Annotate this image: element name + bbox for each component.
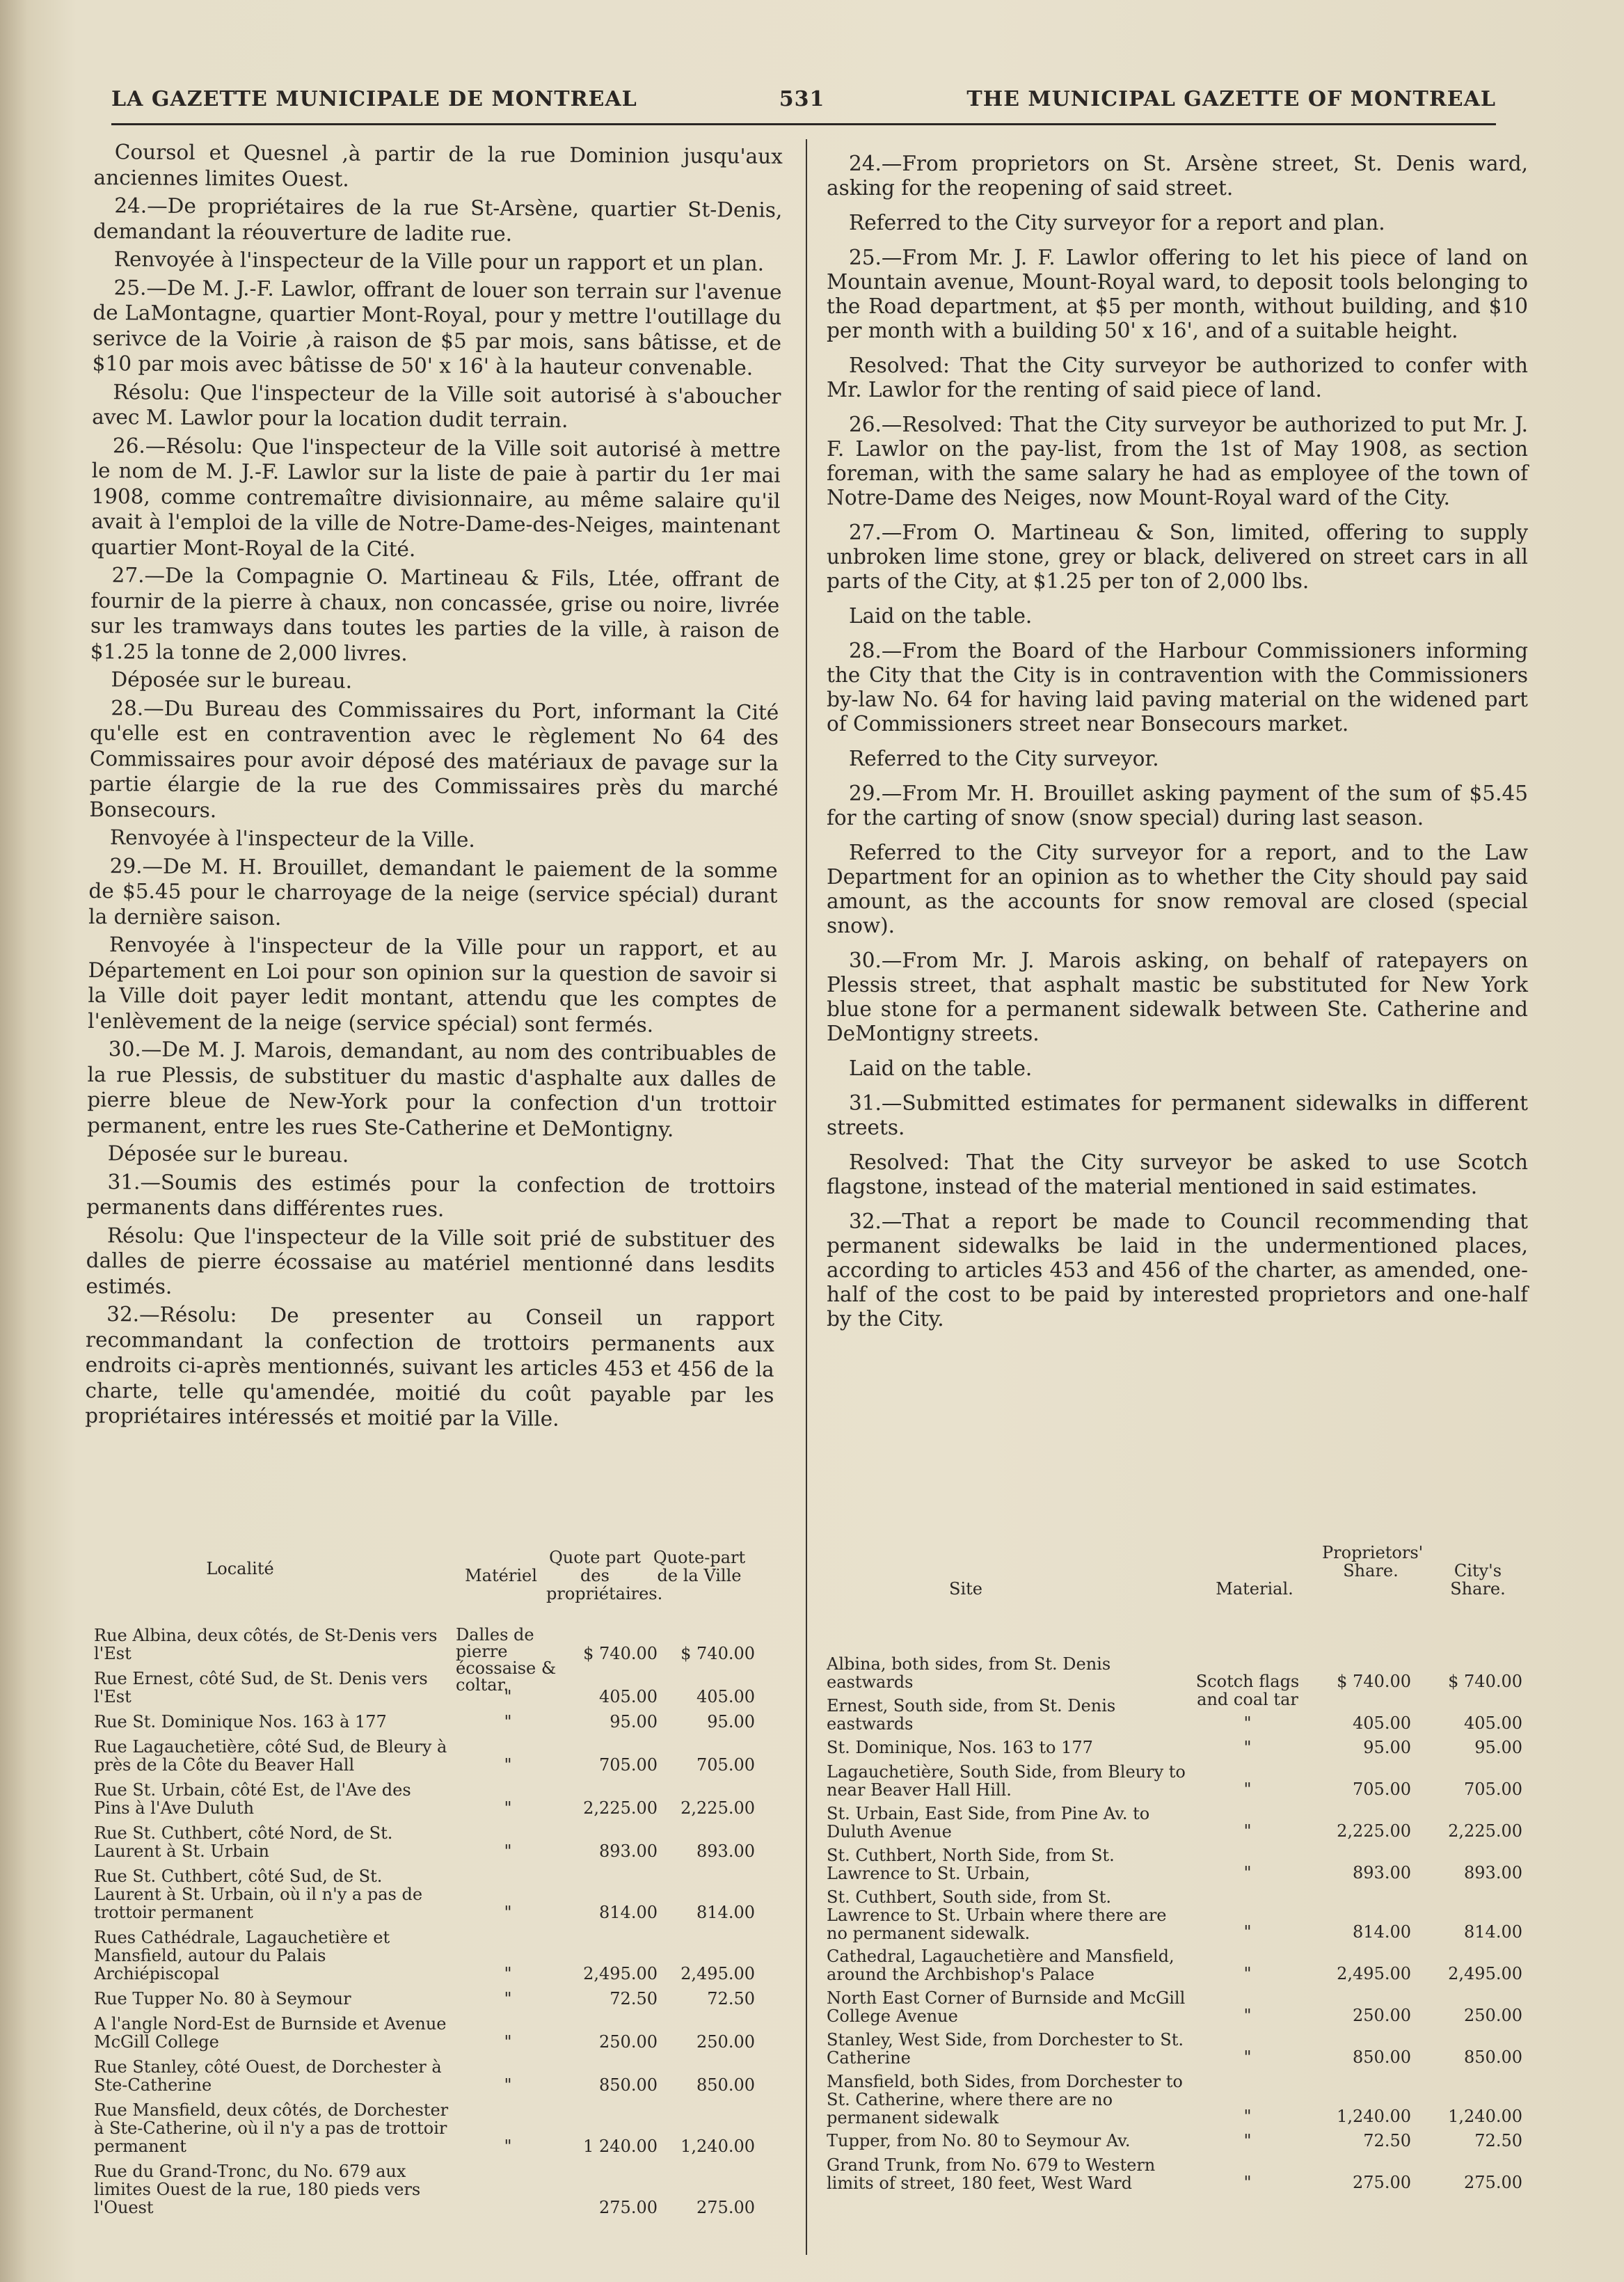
row-site: Tupper, from No. 80 to Seymour Av. (827, 2131, 1131, 2150)
row-city-share: 2,495.00 (1448, 1964, 1522, 1983)
french-paragraph: 24.—De propriétaires de la rue St-Arsène, quartier St-Denis, demandant la réouverture de ladite rue. (93, 193, 783, 246)
row-proprietors-share: 1,240.00 (1337, 2107, 1411, 2126)
row-city-share: 850.00 (1464, 2047, 1522, 2067)
row-material: " (504, 1687, 512, 1706)
row-site: Rue St. Cuthbert, côté Sud, de St. Laurent à St. Urbain, où il n'y a pas de trottoir permanent (94, 1867, 423, 1922)
english-paragraph: Referred to the City surveyor for a report, and to the Law Department for an opinion as to whether the City should pay said amount, as the accounts for snow removal are closed (special snow). (827, 841, 1528, 937)
row-city-share: 705.00 (696, 1755, 755, 1775)
row-city-share: 275.00 (1464, 2173, 1522, 2192)
header-rule (111, 123, 1496, 125)
row-site: Mansfield, both Sides, from Dorchester to St. Catherine, where there are no permanent sidewalk (827, 2072, 1183, 2128)
header-quote-ville: Quote-part de la Ville (653, 1548, 746, 1585)
row-proprietors-share: 72.50 (610, 1989, 658, 2008)
header-proprietors-share: Proprietors' Share. (1322, 1543, 1424, 1580)
row-site: Rue St. Cuthbert, côté Nord, de St. Laurent à St. Urbain (94, 1823, 393, 1861)
english-paragraph: 30.—From Mr. J. Marois asking, on behalf of ratepayers on Plessis street, that asphalt mastic be substituted for New York blue stone for a permanent sidewalk between Ste. Catherine and DeMontigny streets. (827, 949, 1528, 1045)
header-material: Material. (1216, 1579, 1293, 1599)
french-paragraph: 25.—De M. J.-F. Lawlor, offrant de louer son terrain sur l'avenue de LaMontagne, quartier Mont-Royal, pour y mettre l'outillage du serivce de la Voirie ,à raison de $5 par mois, sans bâtisse, et de $10 par mois avec bâtisse de 50' x 16' à la hauteur convenable. (92, 275, 782, 380)
row-site: Rue du Grand-Tronc, du No. 679 aux limites Ouest de la rue, 180 pieds vers l'Ouest (94, 2162, 421, 2217)
table-header (94, 1548, 790, 1611)
row-site: A l'angle Nord-Est de Burnside et Avenue McGill College (94, 2014, 447, 2052)
table-row (827, 2156, 1529, 2198)
row-proprietors-share: 250.00 (1353, 2006, 1411, 2025)
row-material: " (1243, 2107, 1252, 2126)
row-proprietors-share: $ 740.00 (1337, 1672, 1411, 1691)
row-proprietors-share: 705.00 (1353, 1780, 1411, 1799)
english-column (827, 152, 1528, 1342)
row-proprietors-share: 2,495.00 (1337, 1964, 1411, 1983)
row-material: " (504, 1964, 512, 1983)
table-row (827, 1738, 1529, 1763)
row-material: " (504, 1798, 512, 1818)
page-number: 531 (779, 86, 825, 111)
row-city-share: $ 740.00 (1448, 1672, 1522, 1691)
row-city-share: 405.00 (696, 1687, 755, 1706)
row-proprietors-share: 405.00 (1353, 1713, 1411, 1733)
table-row (94, 1928, 790, 1990)
row-city-share: 275.00 (696, 2198, 755, 2217)
row-proprietors-share: 893.00 (1353, 1863, 1411, 1883)
table-row (827, 1654, 1529, 1709)
row-site: Rue St. Urbain, côté Est, de l'Ave des Pins à l'Ave Duluth (94, 1780, 411, 1818)
row-proprietors-share: 72.50 (1363, 2131, 1411, 2150)
row-material: " (1243, 1780, 1252, 1799)
row-city-share: 95.00 (707, 1712, 755, 1732)
row-proprietors-share: 250.00 (599, 2032, 658, 2052)
header-city-share: City's Share. (1450, 1561, 1506, 1599)
row-site: Rues Cathédrale, Lagauchetière et Mansfield, autour du Palais Archiépiscopal (94, 1928, 390, 1983)
english-paragraph: 25.—From Mr. J. F. Lawlor offering to let his piece of land on Mountain avenue, Mount-Royal ward, to deposit tools belonging to the Road department, at $5 per month, without building, and $10 per month with a building 50' x 16', and of a suitable height. (827, 246, 1528, 342)
english-paragraph: 29.—From Mr. H. Brouillet asking payment of the sum of $5.45 for the carting of snow (snow special) during last season. (827, 782, 1528, 830)
table-row (827, 1805, 1529, 1846)
row-site: North East Corner of Burnside and McGill College Avenue (827, 1988, 1186, 2026)
english-paragraph: Referred to the City surveyor for a report and plan. (849, 211, 1385, 235)
french-paragraph: 27.—De la Compagnie O. Martineau & Fils, Ltée, offrant de fournir de la pierre à chaux, non concassée, grise ou noire, livrée sur les tramways dans toutes les parties de la ville, à raison de $1.25 la tonne de 2,000 livres. (90, 563, 780, 665)
row-proprietors-share: 705.00 (599, 1755, 658, 1775)
row-material: " (1243, 2006, 1252, 2025)
table-row (94, 1713, 790, 1738)
row-city-share: 2,225.00 (680, 1798, 755, 1818)
row-proprietors-share: 2,225.00 (1337, 1821, 1411, 1841)
english-paragraph: 31.—Submitted estimates for permanent sidewalks in different streets. (827, 1091, 1528, 1139)
row-site: Cathedral, Lagauchetière and Mansfield, around the Archbishop's Palace (827, 1947, 1175, 1984)
french-paragraph: Renvoyée à l'inspecteur de la Ville. (109, 825, 475, 852)
header-quote-proprietaires: Quote part des propriétaires. (546, 1548, 663, 1603)
row-site: Rue Tupper No. 80 à Seymour (94, 1989, 351, 2008)
table-row (827, 1947, 1529, 1989)
header-site: Site (949, 1579, 982, 1599)
row-proprietors-share: 95.00 (1363, 1738, 1411, 1757)
row-material: " (1243, 2173, 1252, 2192)
row-site: Rue Albina, deux côtés, de St-Denis vers l'Est (94, 1626, 438, 1663)
row-city-share: 893.00 (1464, 1863, 1522, 1883)
table-row (94, 2162, 790, 2224)
row-proprietors-share: 2,225.00 (583, 1798, 658, 1818)
row-city-share: 95.00 (1474, 1738, 1522, 1757)
row-material: " (504, 2137, 512, 2156)
row-proprietors-share: 275.00 (599, 2198, 658, 2217)
page-header (111, 81, 1496, 117)
row-city-share: 72.50 (707, 1989, 755, 2008)
row-proprietors-share: 893.00 (599, 1841, 658, 1861)
table-row (94, 1824, 790, 1867)
english-paragraph: Laid on the table. (849, 1056, 1033, 1080)
header-right-title: THE MUNICIPAL GAZETTE OF MONTREAL (966, 86, 1496, 111)
french-paragraph: Déposée sur le bureau. (111, 667, 353, 693)
row-proprietors-share: 850.00 (599, 2075, 658, 2095)
french-paragraph: 28.—Du Bureau des Commissaires du Port, informant la Cité qu'elle est en contravention avec le règlement No 64 des Commissaires pour avoir déposé des matériaux de pavage sur la partie élargie de la rue des Commissaires près du marché Bonsecours. (89, 695, 779, 822)
french-paragraph: 26.—Résolu: Que l'inspecteur de la Ville soit autorisé à mettre le nom de M. J.-F. Lawlor sur la liste de paie à partir du 1er mai 1908, comme contremaître divisionnaire, au même salaire qu'il avait à l'emploi de la ville de Notre-Dame-des-Neiges, maintenant quartier Mont-Royal de la Cité. (90, 433, 781, 561)
row-proprietors-share: 2,495.00 (583, 1964, 658, 1983)
row-material: " (1243, 2047, 1252, 2067)
row-material: " (1243, 2131, 1252, 2150)
english-paragraph: Resolved: That the City surveyor be authorized to confer with Mr. Lawlor for the renting of said piece of land. (827, 354, 1528, 402)
row-material: Scotch flags and coal tar (1195, 1672, 1300, 1709)
row-material: " (504, 2032, 512, 2052)
row-city-share: 893.00 (696, 1841, 755, 1861)
table-row (94, 2101, 790, 2162)
french-paragraph: Résolu: Que l'inspecteur de la Ville soit prié de substituer des dalles de pierre écossaise au matériel mentionné dans lesdits estimés. (86, 1223, 776, 1299)
row-proprietors-share: 814.00 (1353, 1922, 1411, 1942)
row-site: St. Urbain, East Side, from Pine Av. to Duluth Avenue (827, 1804, 1150, 1841)
table-row (827, 1846, 1529, 1888)
english-paragraph: 26.—Resolved: That the City surveyor be authorized to put Mr. J. F. Lawlor on the pay-list, from the 1st of May 1908, as section foreman, with the same salary he had as employee of the town of Notre-Dame des Neiges, now Mount-Royal ward of the City. (827, 413, 1528, 509)
english-paragraph: 32.—That a report be made to Council recommending that permanent sidewalks be laid in the undermentioned places, according to articles 453 and 456 of the charter, as amended, one-half of the cost to be paid by interested proprietors and one-half by the City. (827, 1210, 1528, 1331)
row-city-share: 814.00 (696, 1903, 755, 1922)
row-material: " (504, 2075, 512, 2095)
english-paragraph: Laid on the table. (849, 604, 1033, 628)
row-material: " (504, 1712, 512, 1732)
row-material: " (1243, 1713, 1252, 1733)
table-row (94, 1626, 790, 1670)
table-row (94, 2015, 790, 2058)
row-city-share: 814.00 (1464, 1922, 1522, 1942)
french-paragraph: Renvoyée à l'inspecteur de la Ville pour un rapport, et au Département en Loi pour son opinion sur la question de savoir si la Ville doit payer ledit montant, attendu que les comptes de l'enlèvement de la neige (service spécial) sont fermés. (88, 933, 778, 1037)
row-material: " (1243, 1964, 1252, 1983)
row-city-share: 2,225.00 (1448, 1821, 1522, 1841)
french-paragraph: Renvoyée à l'inspecteur de la Ville pour un rapport et un plan. (113, 247, 765, 276)
french-column (85, 139, 783, 1436)
row-material: " (504, 1989, 512, 2008)
row-material: " (504, 1903, 512, 1922)
row-material: " (1243, 1738, 1252, 1757)
header-materiel: Matériel (465, 1566, 537, 1585)
header-localite: Localité (206, 1559, 274, 1578)
row-site: Rue Ernest, côté Sud, de St. Denis vers l'Est (94, 1669, 428, 1706)
french-paragraph: Déposée sur le bureau. (107, 1141, 349, 1167)
row-site: St. Cuthbert, North Side, from St. Lawrence to St. Urbain, (827, 1846, 1115, 1883)
row-material: " (504, 1755, 512, 1775)
row-material: " (1243, 1922, 1252, 1942)
row-proprietors-share: 405.00 (599, 1687, 658, 1706)
column-divider (806, 139, 807, 2255)
row-site: Rue St. Dominique Nos. 163 à 177 (94, 1712, 387, 1732)
table-row (827, 2073, 1529, 2132)
table-row (94, 1738, 790, 1781)
row-proprietors-share: 814.00 (599, 1903, 658, 1922)
row-site: Rue Lagauchetière, côté Sud, de Bleury à près de la Côte du Beaver Hall (94, 1737, 447, 1775)
row-city-share: 405.00 (1464, 1713, 1522, 1733)
table-row (827, 1989, 1529, 2031)
row-city-share: $ 740.00 (680, 1644, 755, 1663)
row-site: Albina, both sides, from St. Denis eastwards (827, 1654, 1111, 1692)
row-city-share: 705.00 (1464, 1780, 1522, 1799)
table-row (94, 1670, 790, 1713)
table-row (827, 2031, 1529, 2073)
row-site: Rue Mansfield, deux côtés, de Dorchester à Ste-Catherine, où il n'y a pas de trottoir permanent (94, 2100, 449, 2156)
row-site: St. Dominique, Nos. 163 to 177 (827, 1738, 1093, 1757)
english-paragraph: Resolved: That the City surveyor be asked to use Scotch flagstone, instead of the material mentioned in said estimates. (827, 1150, 1528, 1198)
table-row (94, 1781, 790, 1824)
row-material: " (504, 1841, 512, 1861)
row-material: " (1243, 1863, 1252, 1883)
row-city-share: 1,240.00 (680, 2137, 755, 2156)
row-site: Grand Trunk, from No. 679 to Western limits of street, 180 feet, West Ward (827, 2155, 1156, 2193)
row-site: Ernest, South side, from St. Denis eastwards (827, 1696, 1116, 1734)
row-proprietors-share: 95.00 (610, 1712, 658, 1732)
row-city-share: 250.00 (696, 2032, 755, 2052)
english-estimates-table (827, 1543, 1529, 2193)
english-paragraph: 27.—From O. Martineau & Son, limited, offering to supply unbroken lime stone, grey or black, delivered on street cars in all parts of the City, at $1.25 per ton of 2,000 lbs. (827, 521, 1528, 593)
row-city-share: 250.00 (1464, 2006, 1522, 2025)
table-header (827, 1544, 1529, 1606)
row-city-share: 850.00 (696, 2075, 755, 2095)
row-proprietors-share: 850.00 (1353, 2047, 1411, 2067)
table-row (827, 1888, 1529, 1947)
table-row (94, 2058, 790, 2101)
row-site: Rue Stanley, côté Ouest, de Dorchester à Ste-Catherine (94, 2057, 442, 2095)
row-site: St. Cuthbert, South side, from St. Lawrence to St. Urbain where there are no permanent sidewalk. (827, 1887, 1167, 1943)
header-left-title: LA GAZETTE MUNICIPALE DE MONTREAL (111, 86, 637, 111)
table-row (827, 1763, 1529, 1805)
english-paragraph: 24.—From proprietors on St. Arsène street, St. Denis ward, asking for the reopening of said street. (827, 152, 1528, 200)
french-paragraph: Coursol et Quesnel ,à partir de la rue Dominion jusqu'aux anciennes limites Ouest. (93, 140, 783, 191)
french-paragraph: 29.—De M. H. Brouillet, demandant le paiement de la somme de $5.45 pour le charroyage de la neige (service spécial) durant la dernière saison. (88, 853, 778, 930)
row-site: Stanley, West Side, from Dorchester to St. Catherine (827, 2030, 1184, 2068)
material-note: Dalles de pierre écossaise & coltar. (456, 1625, 557, 1695)
french-paragraph: 31.—Soumis des estimés pour la confection de trottoirs permanents dans différentes rues. (86, 1169, 776, 1221)
row-proprietors-share: $ 740.00 (583, 1644, 658, 1663)
french-paragraph: Résolu: Que l'inspecteur de la Ville soit autorisé à s'aboucher avec M. Lawlor pour la location dudit terrain. (92, 379, 781, 432)
row-city-share: 72.50 (1474, 2131, 1522, 2150)
row-material: " (1243, 1821, 1252, 1841)
french-paragraph: 30.—De M. J. Marois, demandant, au nom des contribuables de la rue Plessis, de substituer du mastic d'asphalte aux dalles de pierre bleue de New-York pour la confection d'un trottoir permanent, entre les rues Ste-Catherine et DeMontigny. (86, 1037, 777, 1141)
row-proprietors-share: 275.00 (1353, 2173, 1411, 2192)
table-row (827, 2132, 1529, 2156)
row-city-share: 1,240.00 (1448, 2107, 1522, 2126)
english-paragraph: Referred to the City surveyor. (849, 747, 1159, 770)
table-row (94, 1990, 790, 2015)
english-paragraph: 28.—From the Board of the Harbour Commissioners informing the City that the City is in contravention with the Commissioners by-law No. 64 for having laid paving material on the widened part of Commissioners street near Bonsecours market. (827, 639, 1528, 736)
table-row (94, 1867, 790, 1928)
row-city-share: 2,495.00 (680, 1964, 755, 1983)
table-row (827, 1697, 1529, 1738)
french-estimates-table (94, 1548, 790, 2217)
row-site: Lagauchetière, South Side, from Bleury to near Beaver Hall Hill. (827, 1762, 1186, 1800)
french-paragraph: 32.—Résolu: De presenter au Conseil un rapport recommandant la confection de trottoirs permanents aux endroits ci-après mentionnés, suivant les articles 453 et 456 de la charte, telle qu'amendée, moitié du coût payable par les propriétaires intéressés et moitié par la Ville. (85, 1302, 775, 1431)
row-proprietors-share: 1 240.00 (583, 2137, 658, 2156)
